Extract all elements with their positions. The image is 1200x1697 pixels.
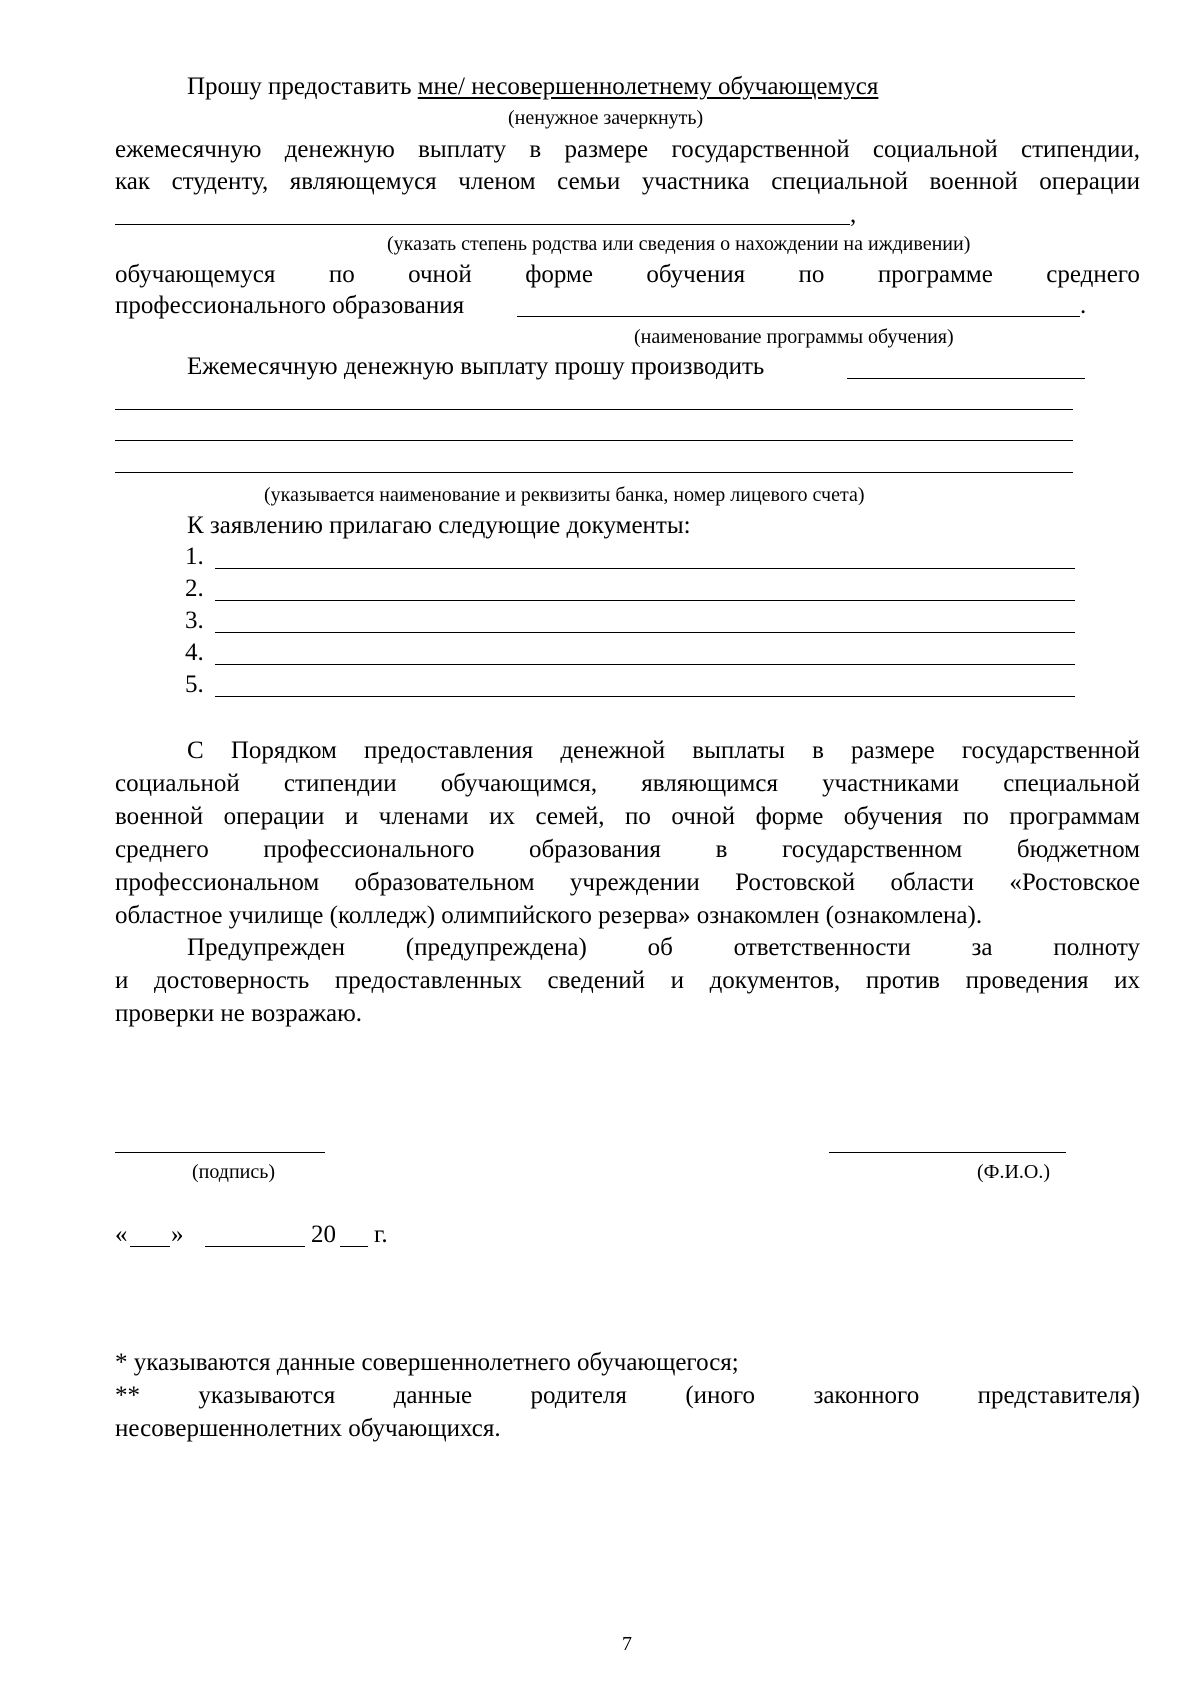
date-day-line[interactable] bbox=[130, 1246, 170, 1247]
attachment-number: 3. bbox=[185, 607, 204, 634]
strike-hint: (ненужное зачеркнуть) bbox=[508, 107, 704, 129]
program-hint: (наименование программы обучения) bbox=[634, 326, 954, 348]
word: среднего bbox=[1046, 261, 1140, 288]
relation-comma: , bbox=[850, 201, 857, 228]
attachment-number: 1. bbox=[185, 543, 204, 570]
attachment-fill-line[interactable] bbox=[215, 632, 1075, 633]
date-year-suffix: г. bbox=[374, 1221, 388, 1248]
word: полноту bbox=[1053, 934, 1140, 961]
attachment-number: 4. bbox=[185, 639, 204, 666]
word: об bbox=[647, 934, 673, 961]
word: по bbox=[798, 261, 825, 288]
attachment-number: 5. bbox=[185, 671, 204, 698]
word: по bbox=[328, 261, 355, 288]
footnote-2-line-2: несовершеннолетних обучающихся. bbox=[115, 1415, 501, 1442]
word: законного bbox=[813, 1382, 920, 1409]
word: программе bbox=[877, 261, 993, 288]
word: ** bbox=[115, 1382, 140, 1409]
program-fill-line[interactable] bbox=[517, 316, 1080, 317]
bank-hint: (указывается наименование и реквизиты банка, номер лицевого счета) bbox=[264, 484, 865, 506]
attachment-fill-line[interactable] bbox=[215, 600, 1075, 601]
word: обучения bbox=[646, 261, 746, 288]
word: форме bbox=[525, 261, 593, 288]
word: указываются bbox=[198, 1382, 336, 1409]
attachment-fill-line[interactable] bbox=[215, 696, 1075, 697]
word: Предупрежден bbox=[187, 934, 345, 961]
word: бюджетном bbox=[1016, 836, 1140, 863]
word: (иного bbox=[685, 1382, 756, 1409]
footnote-2-line-1 bbox=[115, 1381, 1140, 1411]
payment-fill-line-1[interactable] bbox=[115, 409, 1073, 410]
attachment-fill-line[interactable] bbox=[215, 664, 1075, 665]
date-month-line[interactable] bbox=[205, 1246, 305, 1247]
page-number: 7 bbox=[622, 1633, 632, 1655]
word: (предупреждена) bbox=[405, 934, 587, 961]
word: профессионального bbox=[263, 836, 475, 863]
warning-line-2: и достоверность предоставленных сведений и документов, против проведения их bbox=[115, 967, 1140, 994]
date-year-prefix: 20 bbox=[311, 1221, 336, 1248]
word: среднего bbox=[115, 836, 209, 863]
word: представителя) bbox=[977, 1382, 1140, 1409]
request-intro-line bbox=[187, 72, 878, 102]
word: за bbox=[971, 934, 993, 961]
word: образования bbox=[529, 836, 661, 863]
ack-line-3: военной операции и членами их семей, по очной форме обучения по программам bbox=[115, 803, 1140, 830]
name-fill-line[interactable] bbox=[829, 1152, 1066, 1153]
name-label: (Ф.И.О.) bbox=[977, 1161, 1051, 1183]
request-line-3 bbox=[115, 260, 1140, 290]
footnote-1: * указываются данные совершеннолетнего обучающегося; bbox=[115, 1349, 739, 1376]
request-line-1: ежемесячную денежную выплату в размере государственной социальной стипендии, bbox=[115, 136, 1140, 163]
attachment-fill-line[interactable] bbox=[215, 568, 1075, 569]
warning-line-3: проверки не возражаю. bbox=[115, 1000, 363, 1027]
warning-line-1 bbox=[187, 933, 1140, 963]
request-options: мне/ несовершеннолетнему обучающемуся bbox=[417, 73, 879, 100]
request-intro: Прошу предоставить bbox=[187, 73, 418, 100]
attachment-number: 2. bbox=[185, 575, 204, 602]
ack-line-2: социальной стипендии обучающимся, являющимся участниками специальной bbox=[115, 770, 1140, 797]
program-period: . bbox=[1080, 292, 1087, 319]
date-open-quote: « bbox=[115, 1221, 128, 1248]
request-line-4: профессионального образования bbox=[115, 292, 465, 319]
signature-fill-line[interactable] bbox=[115, 1152, 325, 1153]
ack-line-4 bbox=[115, 835, 1140, 865]
word: обучающемуся bbox=[115, 261, 276, 288]
date-close-quote: » bbox=[171, 1221, 184, 1248]
payment-fill-line-0[interactable] bbox=[847, 378, 1085, 379]
ack-line-6: областное училище (колледж) олимпийского резерва» ознакомлен (ознакомлена). bbox=[115, 902, 983, 929]
ack-line-1: С Порядком предоставления денежной выплаты в размере государственной bbox=[187, 737, 1140, 764]
request-line-2: как студенту, являющемуся членом семьи участника специальной военной операции bbox=[115, 168, 1140, 195]
word: очной bbox=[408, 261, 472, 288]
payment-text: Ежемесячную денежную выплату прошу производить bbox=[187, 353, 765, 380]
word: родителя bbox=[530, 1382, 627, 1409]
payment-fill-line-3[interactable] bbox=[115, 472, 1073, 473]
word: данные bbox=[393, 1382, 473, 1409]
word: в bbox=[715, 836, 728, 863]
word: государственном bbox=[782, 836, 963, 863]
ack-line-5: профессиональном образовательном учреждении Ростовской области «Ростовское bbox=[115, 869, 1140, 896]
payment-fill-line-2[interactable] bbox=[115, 440, 1073, 441]
signature-label: (подпись) bbox=[192, 1161, 276, 1183]
word: ответственности bbox=[733, 934, 911, 961]
relation-hint: (указать степень родства или сведения о нахождении на иждивении) bbox=[387, 233, 971, 255]
date-year-line[interactable] bbox=[340, 1246, 368, 1247]
relation-fill-line[interactable] bbox=[115, 224, 850, 225]
attachments-heading: К заявлению прилагаю следующие документы: bbox=[187, 512, 691, 539]
